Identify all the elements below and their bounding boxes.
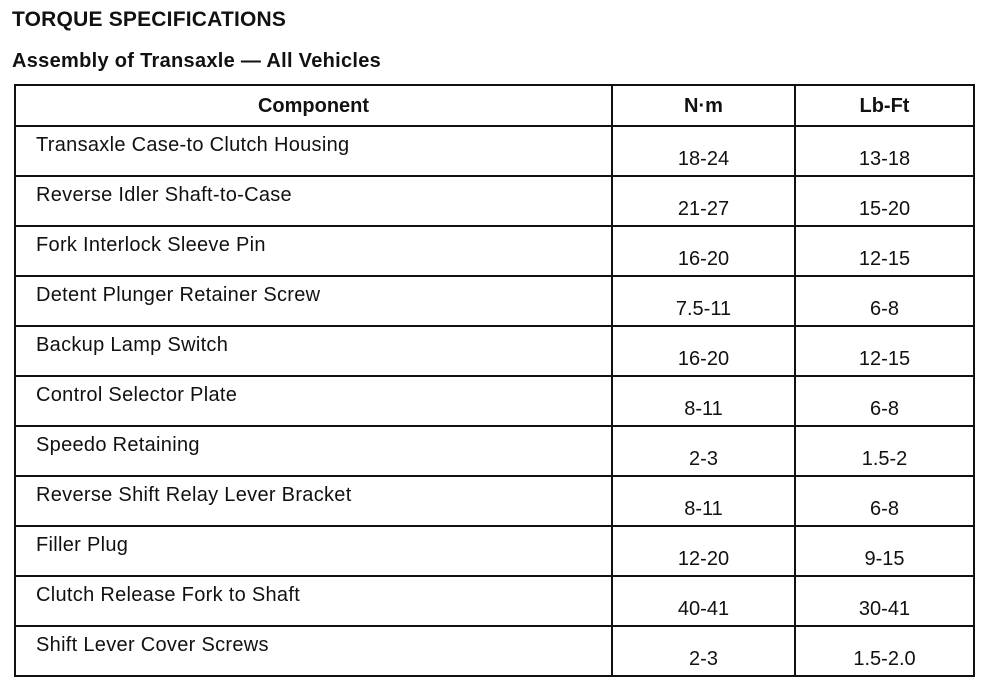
pound-feet-cell: 6-8: [795, 276, 974, 326]
newton-meters-cell: 18-24: [612, 126, 795, 176]
pound-feet-cell: 9-15: [795, 526, 974, 576]
newton-meters-cell: 7.5-11: [612, 276, 795, 326]
column-header-pound-feet: Lb-Ft: [795, 85, 974, 126]
pound-feet-cell: 1.5-2.0: [795, 626, 974, 676]
component-cell: Clutch Release Fork to Shaft: [15, 576, 612, 626]
component-cell: Shift Lever Cover Screws: [15, 626, 612, 676]
component-cell: Reverse Shift Relay Lever Bracket: [15, 476, 612, 526]
component-cell: Filler Plug: [15, 526, 612, 576]
pound-feet-cell: 1.5-2: [795, 426, 974, 476]
table-row: [15, 626, 974, 676]
table-row: [15, 526, 974, 576]
pound-feet-cell: 12-15: [795, 326, 974, 376]
table-row: [15, 326, 974, 376]
table-row: [15, 226, 974, 276]
pound-feet-cell: 6-8: [795, 376, 974, 426]
component-cell: Transaxle Case-to Clutch Housing: [15, 126, 612, 176]
component-cell: Detent Plunger Retainer Screw: [15, 276, 612, 326]
newton-meters-cell: 40-41: [612, 576, 795, 626]
table-row: [15, 376, 974, 426]
pound-feet-cell: 13-18: [795, 126, 974, 176]
page-subtitle: Assembly of Transaxle — All Vehicles: [12, 50, 382, 72]
newton-meters-cell: 16-20: [612, 226, 795, 276]
newton-meters-cell: 16-20: [612, 326, 795, 376]
component-cell: Speedo Retaining: [15, 426, 612, 476]
newton-meters-cell: 12-20: [612, 526, 795, 576]
pound-feet-cell: 6-8: [795, 476, 974, 526]
table-row: [15, 176, 974, 226]
newton-meters-cell: 21-27: [612, 176, 795, 226]
newton-meters-cell: 8-11: [612, 476, 795, 526]
table-row: [15, 576, 974, 626]
column-header-component: Component: [15, 85, 612, 126]
table-row: [15, 276, 974, 326]
newton-meters-cell: 8-11: [612, 376, 795, 426]
pound-feet-cell: 30-41: [795, 576, 974, 626]
component-cell: Control Selector Plate: [15, 376, 612, 426]
pound-feet-cell: 15-20: [795, 176, 974, 226]
component-cell: Fork Interlock Sleeve Pin: [15, 226, 612, 276]
column-header-newton-meters: N·m: [612, 85, 795, 126]
component-cell: Reverse Idler Shaft-to-Case: [15, 176, 612, 226]
table-header-row: [15, 85, 974, 126]
page-title: TORQUE SPECIFICATIONS: [12, 8, 287, 31]
newton-meters-cell: 2-3: [612, 426, 795, 476]
newton-meters-cell: 2-3: [612, 626, 795, 676]
torque-spec-table: [14, 84, 975, 677]
component-cell: Backup Lamp Switch: [15, 326, 612, 376]
table-row: [15, 426, 974, 476]
pound-feet-cell: 12-15: [795, 226, 974, 276]
table-row: [15, 476, 974, 526]
table-row: [15, 126, 974, 176]
